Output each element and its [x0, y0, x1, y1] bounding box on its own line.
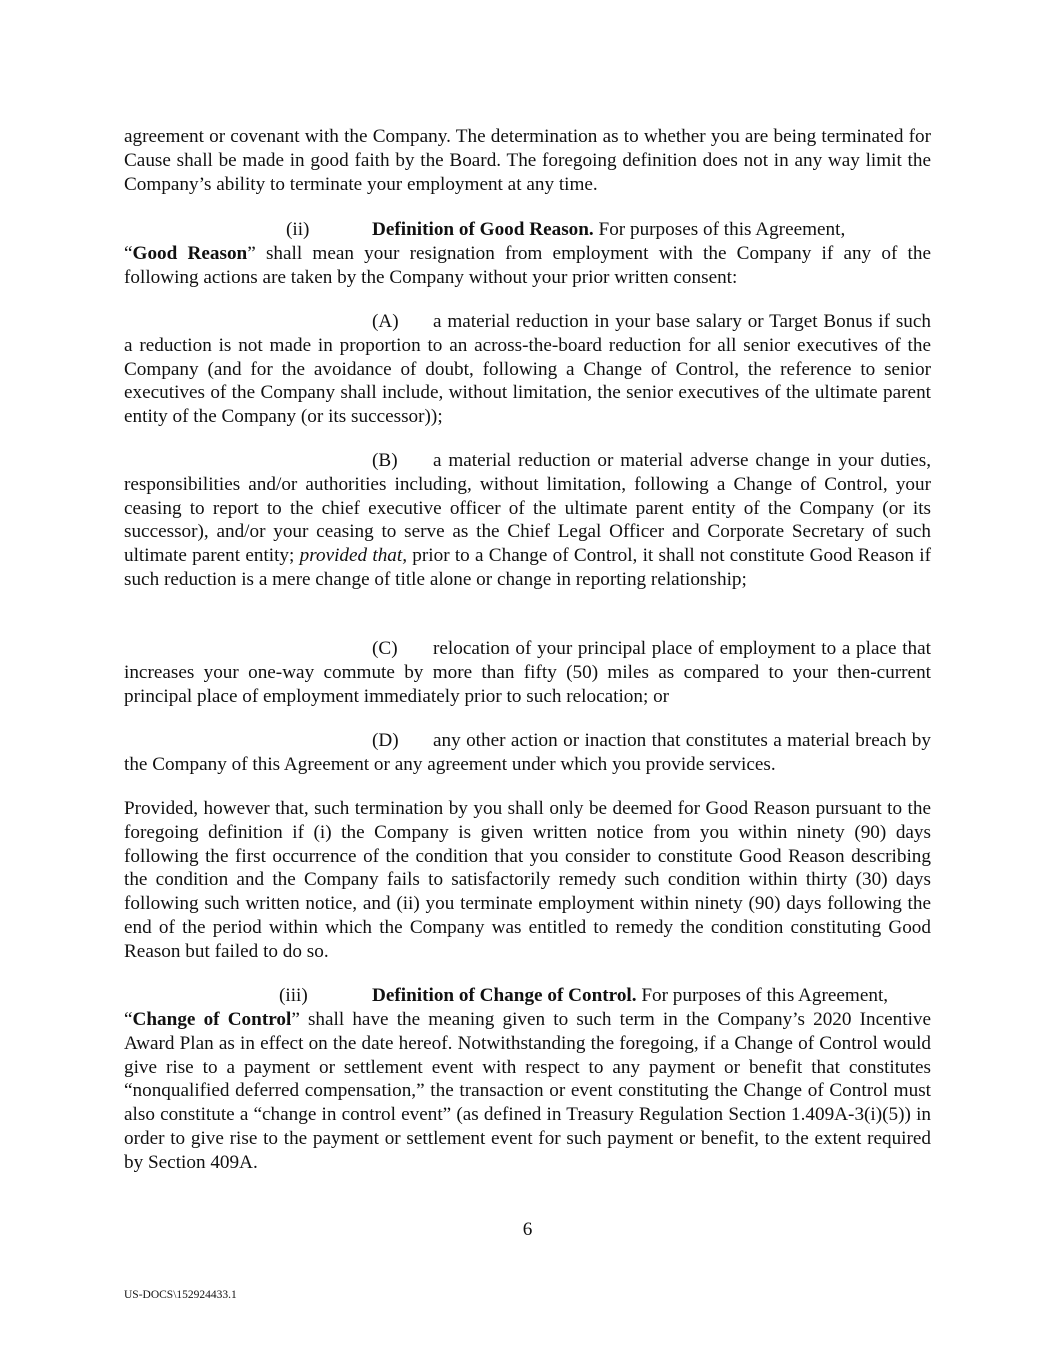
item-italic-text: provided that, — [299, 545, 408, 567]
list-item-a — [124, 310, 931, 429]
item-label: (D) — [372, 730, 399, 751]
provided-paragraph: Provided, however that, such termination by you shall only be deemed for Good Reason pursuant to the foregoing definition if (i) the Company is given written notice from you within ninety (90) days following the first occurrence of the condition that you consider to constitute Good Reason describing the condition and the Company fails to satisfactorily remedy such condition within thirty (30) days following such written notice, and (ii) you terminate employment within ninety (90) days following the end of the period within which the Company was entitled to remedy the condition constituting Good Reason but failed to do so. — [124, 798, 931, 962]
defined-term: Change of Control — [132, 1009, 292, 1030]
list-item-c — [124, 637, 931, 708]
document-id-footer: US-DOCS\152924433.1 — [124, 1289, 237, 1301]
item-text: a material reduction or material adverse change in your duties, responsibilities and/or authorities including, without limitation, following a Change of Control, your ceasing to report to the chief executive officer of the ultimate parent entity of the Company (or its successor), and/or your ceasing to serve as the Chief Legal Officer and Corporate Secretary of such ultimate parent entity; — [124, 450, 931, 567]
item-text: any other action or inaction that constitutes a material breach by the Company of this Agreement or any agreement under which you provide services. — [124, 730, 931, 775]
page-number: 6 — [522, 1219, 533, 1240]
section-body: “Change of Control” shall have the meaning given to such term in the Company’s 2020 Incentive Award Plan as in effect on the date hereof. Notwithstanding the foregoing, if a Change of Control would give rise to a payment or settlement event with respect to any payment or benefit that constitutes “nonqualified deferred compensation,” the transaction or event constituting the Change of Control must also constitute a “change in control event” (as defined in Treasury Regulation Section 1.409A-3(i)(5)) in order to give rise to the payment or settlement event for such payment or benefit, to the extent required by Section 409A. — [124, 1009, 932, 1173]
section-heading-text: For purposes of this Agreement, — [593, 219, 846, 240]
section-heading-text: For purposes of this Agreement, — [636, 985, 889, 1006]
section-heading: Definition of Good Reason. — [372, 219, 594, 240]
section-number: (iii) — [279, 985, 308, 1006]
list-item-b: (B) a material reduction or material adverse change in your duties, responsibilities and/or authorities including, without limitation, following a Change of Control, your ceasing to report to the chief executive officer of the ultimate parent entity of the Company (or its successor), and/or your ceasing to serve as the Chief Legal Officer and Corporate Secretary of such ultimate parent entity; provided that, prior to a Change of Control, it shall not constitute Good Reason if such reduction is a mere change of title alone or change in reporting relationship; — [124, 450, 932, 590]
defined-term: Good Reason — [132, 243, 248, 264]
section-heading: Definition of Change of Control. — [372, 985, 637, 1006]
section-heading-line — [372, 984, 931, 1008]
item-text: a material reduction in your base salary or Target Bonus if such a reduction is not made in proportion to an across-the-board reduction for all senior executives of the Company (and for the avoidance of doubt, following a Change of Control, the reference to senior executives of the Company shall include, without limitation, the senior executives of the ultimate parent entity of the Company (or its successor)); — [124, 311, 931, 428]
section-number: (ii) — [286, 219, 310, 240]
item-text: relocation of your principal place of employment to a place that increases your one-way commute by more than fifty (50) miles as compared to your then-current principal place of employment immediately prior to such relocation; or — [124, 638, 931, 707]
item-label: (A) — [372, 311, 399, 332]
section-heading-line — [372, 218, 931, 242]
item-label: (C) — [372, 638, 398, 659]
item-label: (B) — [372, 450, 398, 471]
section-body: “Good Reason” shall mean your resignation from employment with the Company if any of the following actions are taken by the Company without your prior written consent: — [124, 243, 932, 288]
intro-paragraph: agreement or covenant with the Company. The determination as to whether you are being terminated for Cause shall be made in good faith by the Board. The foregoing definition does not in any way limit the Company’s ability to terminate your employment at any time. — [124, 126, 931, 195]
list-item-d — [124, 729, 931, 777]
